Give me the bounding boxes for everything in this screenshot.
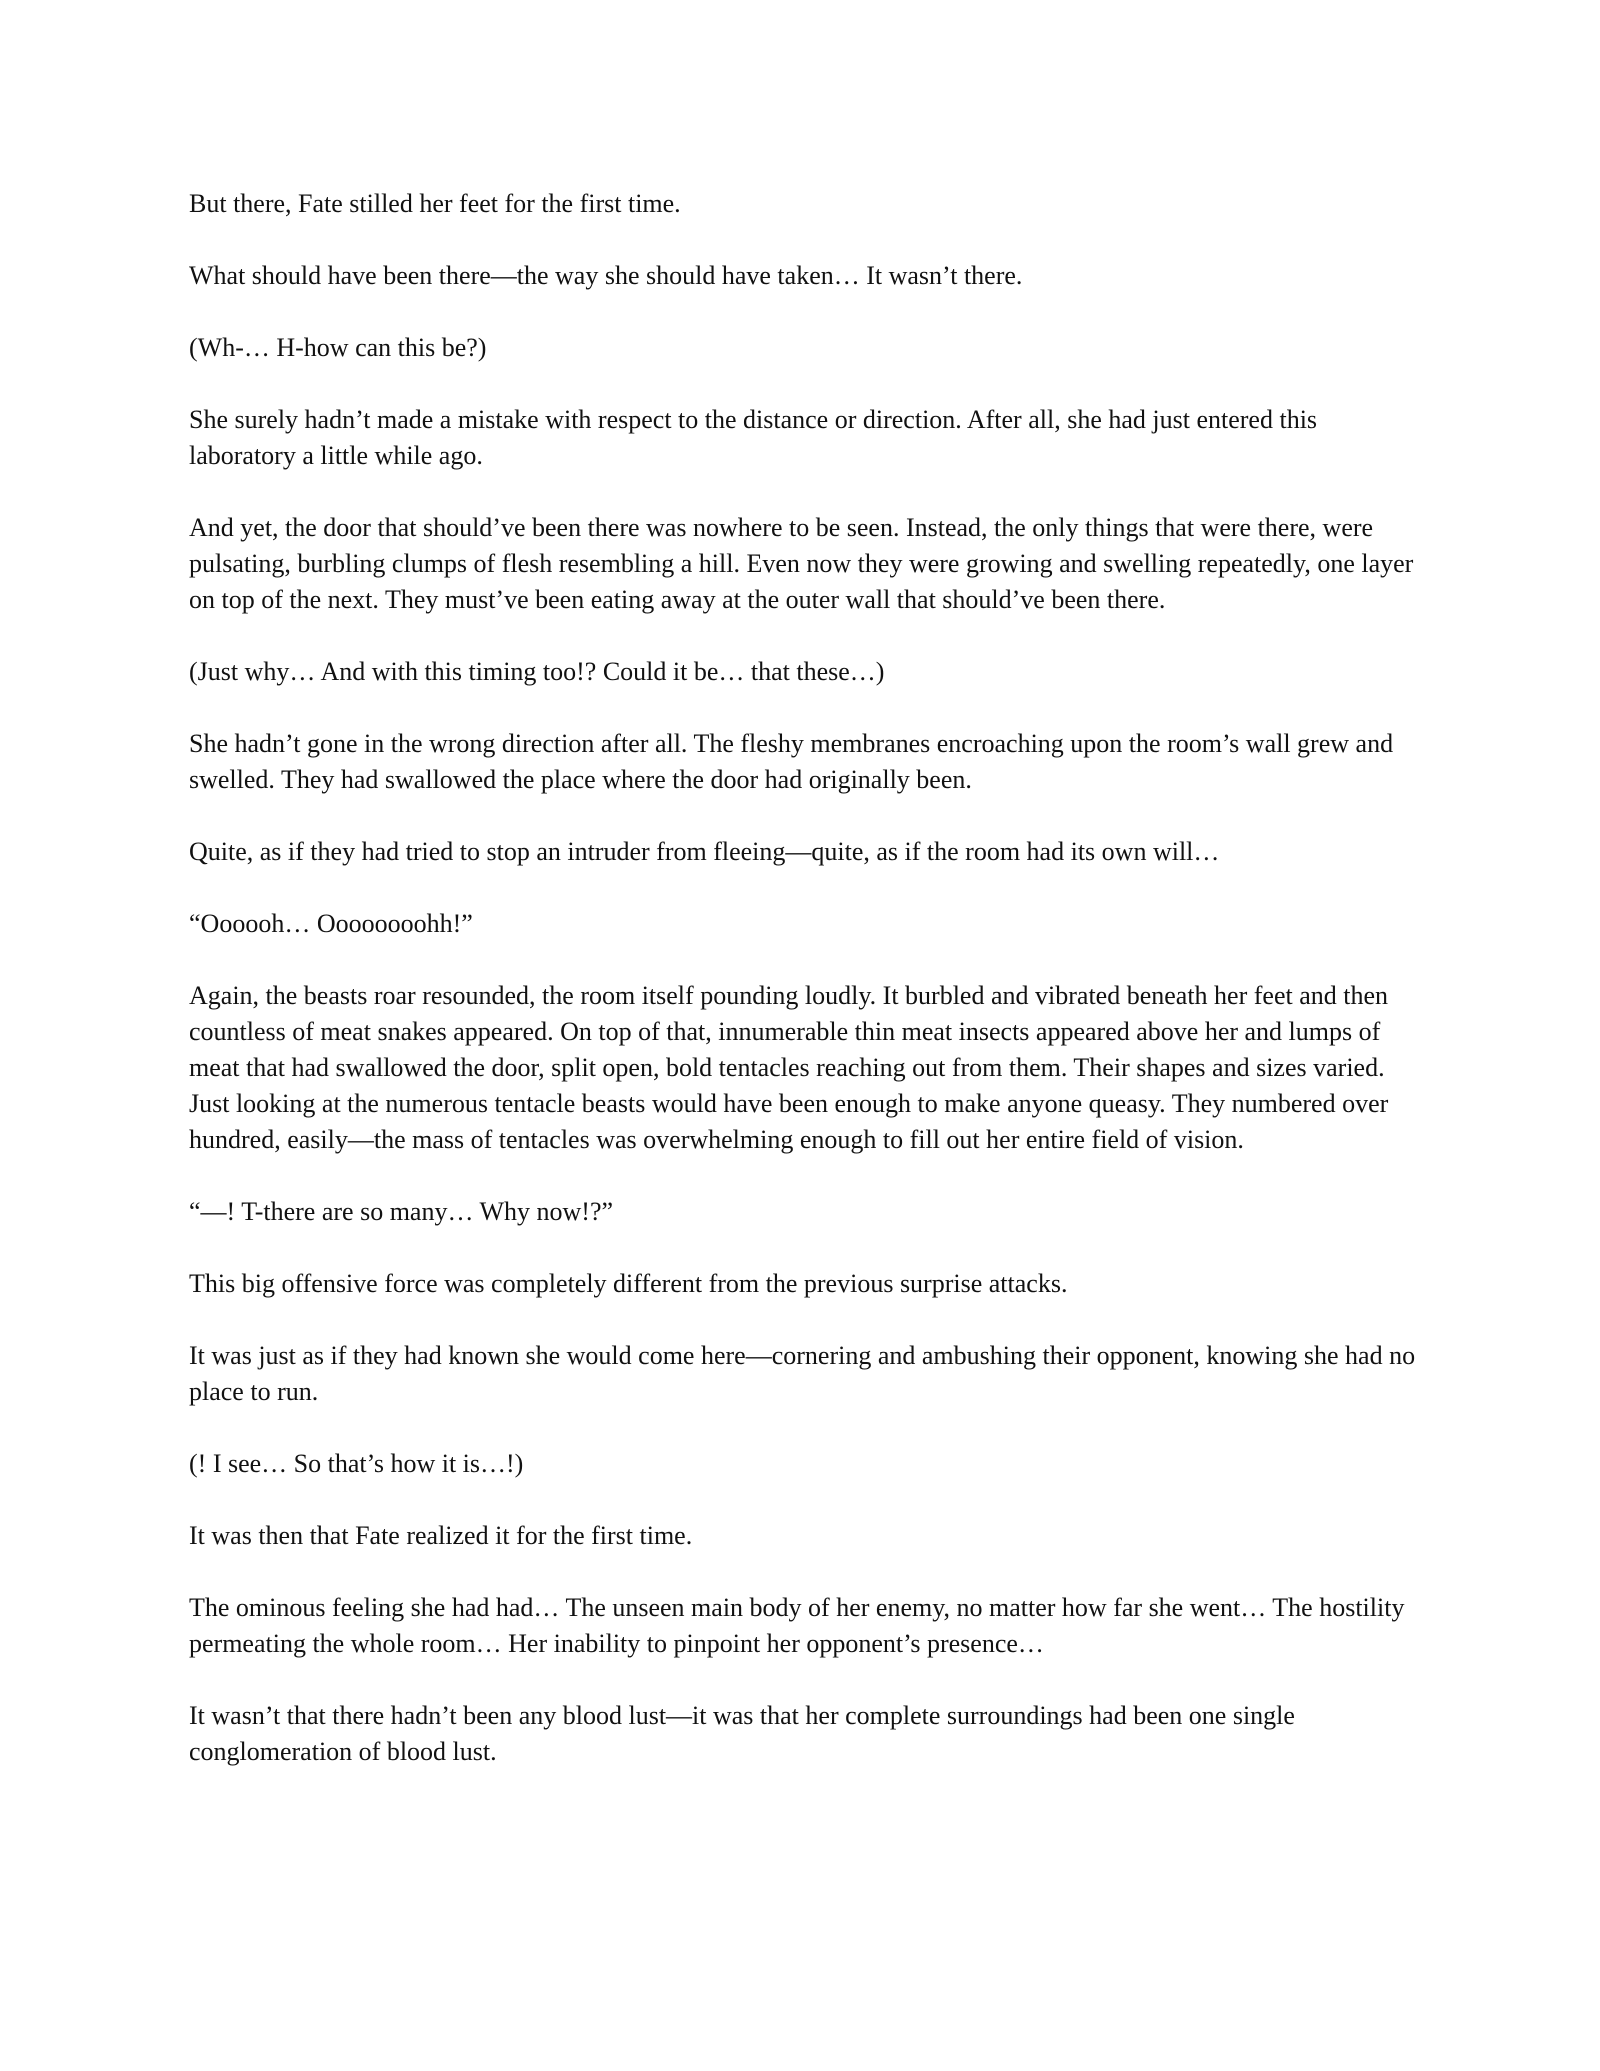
paragraph: Again, the beasts roar resounded, the room itself pounding loudly. It burbled and vibrated beneath her feet and then countless of meat snakes appeared. On top of that, innumerable thin meat insects appeared above her and lumps of meat that had swallowed the door, split open, bold tentacles reaching out from them. Their shapes and sizes varied. Just looking at the numerous tentacle beasts would have been enough to make anyone queasy. They numbered over hundred, easily—the mass of tentacles was overwhelming enough to fill out her entire field of vision.	[189, 981, 1389, 1154]
paragraph: She hadn’t gone in the wrong direction after all. The fleshy membranes encroaching upon the room’s wall grew and swelled. They had swallowed the place where the door had originally been.	[189, 729, 1394, 794]
paragraph: And yet, the door that should’ve been there was nowhere to be seen. Instead, the only things that were there, were pulsating, burbling clumps of flesh resembling a hill. Even now they were growing and swelling repeatedly, one layer on top of the next. They must’ve been eating away at the outer wall that should’ve been there.	[189, 513, 1414, 614]
paragraph: What should have been there—the way she should have taken… It wasn’t there.	[189, 261, 1023, 290]
paragraph: The ominous feeling she had had… The unseen main body of her enemy, no matter how far she went… The hostility permeating the whole room… Her inability to pinpoint her opponent’s presence…	[189, 1593, 1405, 1658]
paragraph: Quite, as if they had tried to stop an intruder from fleeing—quite, as if the room had its own will…	[189, 837, 1220, 866]
paragraph: This big offensive force was completely different from the previous surprise attacks.	[189, 1269, 1068, 1298]
paragraph: (Just why… And with this timing too!? Could it be… that these…)	[189, 657, 885, 686]
paragraph: It was just as if they had known she would come here—cornering and ambushing their opponent, knowing she had no place to run.	[189, 1341, 1416, 1406]
document-body	[189, 186, 1429, 1806]
paragraph: It was then that Fate realized it for the first time.	[189, 1521, 693, 1550]
paragraph: (! I see… So that’s how it is…!)	[189, 1449, 524, 1478]
paragraph: (Wh-… H-how can this be?)	[189, 333, 487, 362]
paragraph: She surely hadn’t made a mistake with respect to the distance or direction. After all, she had just entered this laboratory a little while ago.	[189, 405, 1318, 470]
paragraph: It wasn’t that there hadn’t been any blood lust—it was that her complete surroundings had been one single conglomeration of blood lust.	[189, 1701, 1295, 1766]
paragraph: But there, Fate stilled her feet for the first time.	[189, 189, 681, 218]
paragraph: “—! T-there are so many… Why now!?”	[189, 1197, 614, 1226]
paragraph: “Oooooh… Oooooooohh!”	[189, 909, 473, 938]
